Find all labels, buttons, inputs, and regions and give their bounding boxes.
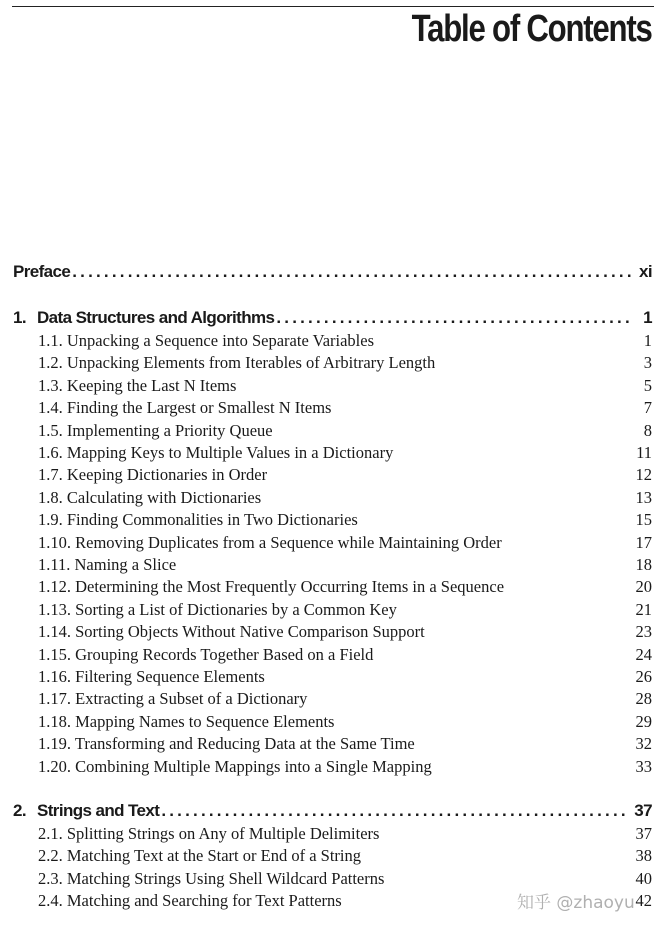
dot-leader bbox=[161, 801, 628, 821]
section-title: 2.1. Splitting Strings on Any of Multiple Delimiters bbox=[38, 824, 380, 843]
page-number: 11 bbox=[636, 443, 652, 462]
section-title: 1.12. Determining the Most Frequently Occurring Items in a Sequence bbox=[38, 577, 505, 597]
page-number: 8 bbox=[643, 420, 652, 440]
page-number: 1 bbox=[643, 331, 652, 350]
chapter-title: Strings and Text bbox=[37, 801, 160, 820]
page-number: 26 bbox=[635, 667, 652, 686]
toc-section-entry[interactable] bbox=[0, 667, 668, 687]
section-title: 1.7. Keeping Dictionaries in Order bbox=[38, 465, 268, 485]
entry-title: Preface bbox=[13, 262, 71, 281]
toc-section-entry[interactable] bbox=[0, 577, 668, 597]
page-number: 29 bbox=[635, 711, 652, 731]
page-title: Table of Contents bbox=[412, 8, 652, 50]
section-title: 1.13. Sorting a List of Dictionaries by a Common Key bbox=[38, 599, 397, 619]
section-title: 1.2. Unpacking Elements from Iterables of Arbitrary Length bbox=[38, 353, 436, 373]
page-number: 7 bbox=[643, 398, 652, 418]
page-number: 38 bbox=[635, 846, 652, 866]
section-title: 1.17. Extracting a Subset of a Dictionary bbox=[38, 689, 308, 709]
dot-leader bbox=[276, 308, 632, 328]
section-title: 1.10. Removing Duplicates from a Sequence while Maintaining Order bbox=[38, 532, 502, 552]
page-number: 28 bbox=[635, 689, 652, 709]
section-title: 1.4. Finding the Largest or Smallest N Items bbox=[38, 398, 332, 418]
page-number: 17 bbox=[635, 532, 652, 552]
page-number: 18 bbox=[635, 555, 652, 574]
page-number: 3 bbox=[643, 353, 652, 373]
section-title: 1.16. Filtering Sequence Elements bbox=[38, 667, 265, 686]
section-title: 1.5. Implementing a Priority Queue bbox=[38, 420, 273, 440]
page-number: 40 bbox=[635, 868, 652, 888]
toc-section-entry[interactable] bbox=[0, 757, 668, 777]
section-title: 1.18. Mapping Names to Sequence Elements bbox=[38, 711, 335, 731]
toc-section-entry[interactable] bbox=[0, 353, 668, 373]
section-title: 1.14. Sorting Objects Without Native Comparison Support bbox=[38, 622, 425, 642]
toc-section-entry[interactable] bbox=[0, 712, 668, 732]
toc-section-entry[interactable] bbox=[0, 465, 668, 485]
chapter-number: 2. bbox=[13, 801, 26, 820]
toc-section-entry[interactable] bbox=[0, 443, 668, 463]
page-number: 12 bbox=[635, 465, 652, 485]
page-number: 15 bbox=[635, 510, 652, 530]
watermark: 知乎 @zhaoyu bbox=[517, 893, 635, 913]
toc-section-entry[interactable] bbox=[0, 376, 668, 396]
section-title: 2.2. Matching Text at the Start or End of a String bbox=[38, 846, 361, 866]
toc-section-entry[interactable] bbox=[0, 533, 668, 553]
section-title: 1.3. Keeping the Last N Items bbox=[38, 375, 237, 395]
top-rule bbox=[12, 6, 654, 7]
toc-chapter-entry[interactable] bbox=[0, 801, 668, 821]
toc-section-entry[interactable] bbox=[0, 689, 668, 709]
toc-section-entry[interactable] bbox=[0, 421, 668, 441]
toc-section-entry[interactable] bbox=[0, 824, 668, 844]
dot-leader bbox=[72, 262, 632, 282]
toc-section-entry[interactable] bbox=[0, 331, 668, 351]
section-title: 2.3. Matching Strings Using Shell Wildcard Patterns bbox=[38, 868, 385, 888]
page-number: 21 bbox=[635, 599, 652, 619]
section-title: 1.9. Finding Commonalities in Two Dictionaries bbox=[38, 510, 358, 530]
section-title: 1.15. Grouping Records Together Based on a Field bbox=[38, 644, 374, 664]
page-number: 20 bbox=[635, 577, 652, 597]
page-number: 32 bbox=[635, 734, 652, 754]
toc-section-entry[interactable] bbox=[0, 869, 668, 889]
section-title: 1.8. Calculating with Dictionaries bbox=[38, 487, 262, 507]
section-title: 2.4. Matching and Searching for Text Patterns bbox=[38, 891, 342, 911]
page-number: 23 bbox=[635, 622, 652, 642]
section-title: 1.20. Combining Multiple Mappings into a Single Mapping bbox=[38, 756, 432, 776]
toc-section-entry[interactable] bbox=[0, 645, 668, 665]
section-title: 1.19. Transforming and Reducing Data at the Same Time bbox=[38, 734, 415, 754]
toc-section-entry[interactable] bbox=[0, 622, 668, 642]
page-number: 5 bbox=[643, 375, 652, 395]
chapter-number: 1. bbox=[13, 308, 26, 327]
section-title: 1.6. Mapping Keys to Multiple Values in a Dictionary bbox=[38, 443, 394, 462]
page-number: 42 bbox=[635, 891, 652, 911]
page-number: 24 bbox=[635, 644, 652, 664]
toc-section-entry[interactable] bbox=[0, 398, 668, 418]
page-number: 33 bbox=[635, 756, 652, 776]
page-number: 37 bbox=[634, 801, 652, 820]
page-number: 1 bbox=[643, 308, 652, 327]
toc-section-entry[interactable] bbox=[0, 488, 668, 508]
toc-section-entry[interactable] bbox=[0, 555, 668, 575]
page-number: xi bbox=[639, 262, 652, 281]
toc-section-entry[interactable] bbox=[0, 510, 668, 530]
section-title: 1.11. Naming a Slice bbox=[38, 555, 177, 574]
section-title: 1.1. Unpacking a Sequence into Separate Variables bbox=[38, 331, 375, 350]
toc-section-entry[interactable] bbox=[0, 600, 668, 620]
page-number: 13 bbox=[635, 487, 652, 507]
chapter-title: Data Structures and Algorithms bbox=[37, 308, 275, 327]
toc-section-entry[interactable] bbox=[0, 734, 668, 754]
toc-section-entry[interactable] bbox=[0, 846, 668, 866]
toc-preface-entry[interactable] bbox=[0, 262, 668, 282]
toc-chapter-entry[interactable] bbox=[0, 308, 668, 328]
page-number: 37 bbox=[635, 824, 652, 843]
